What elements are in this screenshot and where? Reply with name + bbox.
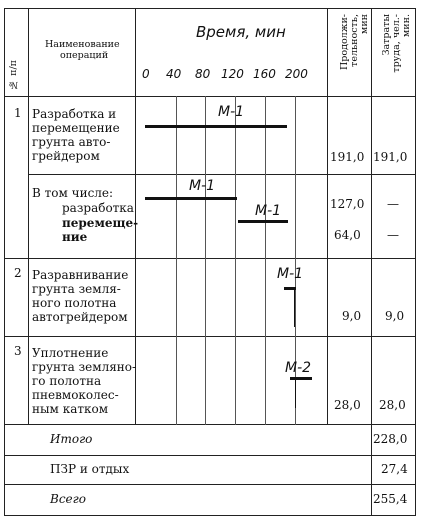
row3-name-line1: Уплотнение (32, 346, 109, 360)
sub-name-line1: В том числе: (32, 186, 114, 200)
header-duration-line1: Продолжи- (339, 14, 350, 70)
table-border-left (4, 8, 5, 516)
subtotal-bottom-line (4, 455, 416, 456)
time-grid-line-40 (176, 96, 177, 425)
row3-name-line5: ным катком (32, 402, 109, 416)
table-border-top (4, 8, 416, 9)
header-duration-line2: тельность, (349, 14, 360, 67)
subtotal-value: 228,0 (373, 432, 408, 446)
header-labor-line2: труда, чел.- (391, 14, 402, 73)
header-name-line1: Наименование (45, 39, 120, 50)
row3-name-line4: пневмоколес- (32, 388, 119, 402)
row2-name-line3: ного полотна (32, 296, 117, 310)
sub-machine-a-label: М-1 (189, 178, 216, 194)
time-tick-40: 40 (166, 67, 182, 81)
row3-name-line3: го полотна (32, 374, 102, 388)
row1-machine-label: М-1 (218, 104, 245, 120)
row2-machine-label: М-1 (277, 266, 304, 282)
row2-name-line1: Разравнивание (32, 268, 129, 282)
header-name-line2: операций (60, 50, 109, 61)
time-tick-0: 0 (142, 67, 150, 81)
sub-labor-a: — (387, 197, 399, 211)
time-tick-120: 120 (221, 67, 244, 81)
row-sub-bottom-line (4, 258, 416, 259)
time-grid-line-160 (265, 96, 266, 425)
sub-duration-b: 64,0 (334, 228, 361, 242)
sub-name-line4: ние (62, 230, 88, 244)
sub-gantt-bar-b (238, 220, 288, 223)
total-label: Всего (50, 492, 86, 506)
row1-duration: 191,0 (330, 150, 365, 164)
row2-name-line2: грунта земля- (32, 282, 121, 296)
row1-bottom-line (28, 174, 416, 175)
header-time-title: Время, мин (196, 23, 286, 41)
rest-bottom-line (4, 484, 416, 485)
table-border-bottom (4, 515, 416, 516)
row1-name-line1: Разработка и (32, 107, 117, 121)
col-labor-divider (371, 8, 372, 516)
row3-machine-label: М-2 (285, 360, 312, 376)
row1-num: 1 (14, 106, 22, 120)
time-tick-200: 200 (285, 67, 308, 81)
time-tick-80: 80 (195, 67, 211, 81)
time-grid-line-80 (205, 96, 206, 425)
header-labor-line3: мин. (401, 14, 412, 38)
time-grid-line-120 (235, 96, 236, 425)
time-tick-160: 160 (253, 67, 276, 81)
row3-duration: 28,0 (334, 398, 361, 412)
row1-gantt-bar (145, 125, 287, 128)
row1-name-line4: грейдером (32, 149, 100, 163)
rest-value: 27,4 (381, 462, 408, 476)
sub-gantt-bar-a (145, 197, 237, 200)
row3-num: 3 (14, 344, 22, 358)
sub-machine-b-label: М-1 (255, 203, 282, 219)
col-time-divider (327, 8, 328, 425)
rest-label: ПЗР и отдых (50, 462, 130, 476)
row2-num: 2 (14, 266, 22, 280)
sub-labor-b: — (387, 228, 399, 242)
col-num-divider (28, 8, 29, 425)
row3-labor: 28,0 (379, 398, 406, 412)
row1-labor: 191,0 (373, 150, 408, 164)
sub-name-line3: перемеще- (62, 216, 139, 230)
row3-bottom-line (4, 424, 416, 425)
row2-bottom-line (4, 336, 416, 337)
row2-duration: 9,0 (342, 309, 362, 323)
row3-gantt-bar (290, 377, 312, 380)
row1-name-line2: перемещение (32, 121, 120, 135)
header-labor-line1: Затраты (381, 14, 392, 56)
total-value: 255,4 (373, 492, 408, 506)
row2-name-line4: автогрейдером (32, 310, 128, 324)
header-num: № п/п (8, 60, 19, 90)
table-border-right (415, 8, 416, 516)
row3-connector (295, 378, 296, 408)
sub-duration-a: 127,0 (330, 197, 365, 211)
row1-name-line3: грунта авто- (32, 135, 111, 149)
row3-name-line2: грунта земляно- (32, 360, 137, 374)
row2-labor: 9,0 (385, 309, 405, 323)
sub-name-line2: разработка (62, 201, 134, 215)
subtotal-label: Итого (50, 432, 93, 446)
header-bottom-line (4, 96, 416, 97)
header-duration-line3: мин (359, 14, 370, 35)
row2-connector (294, 289, 295, 327)
